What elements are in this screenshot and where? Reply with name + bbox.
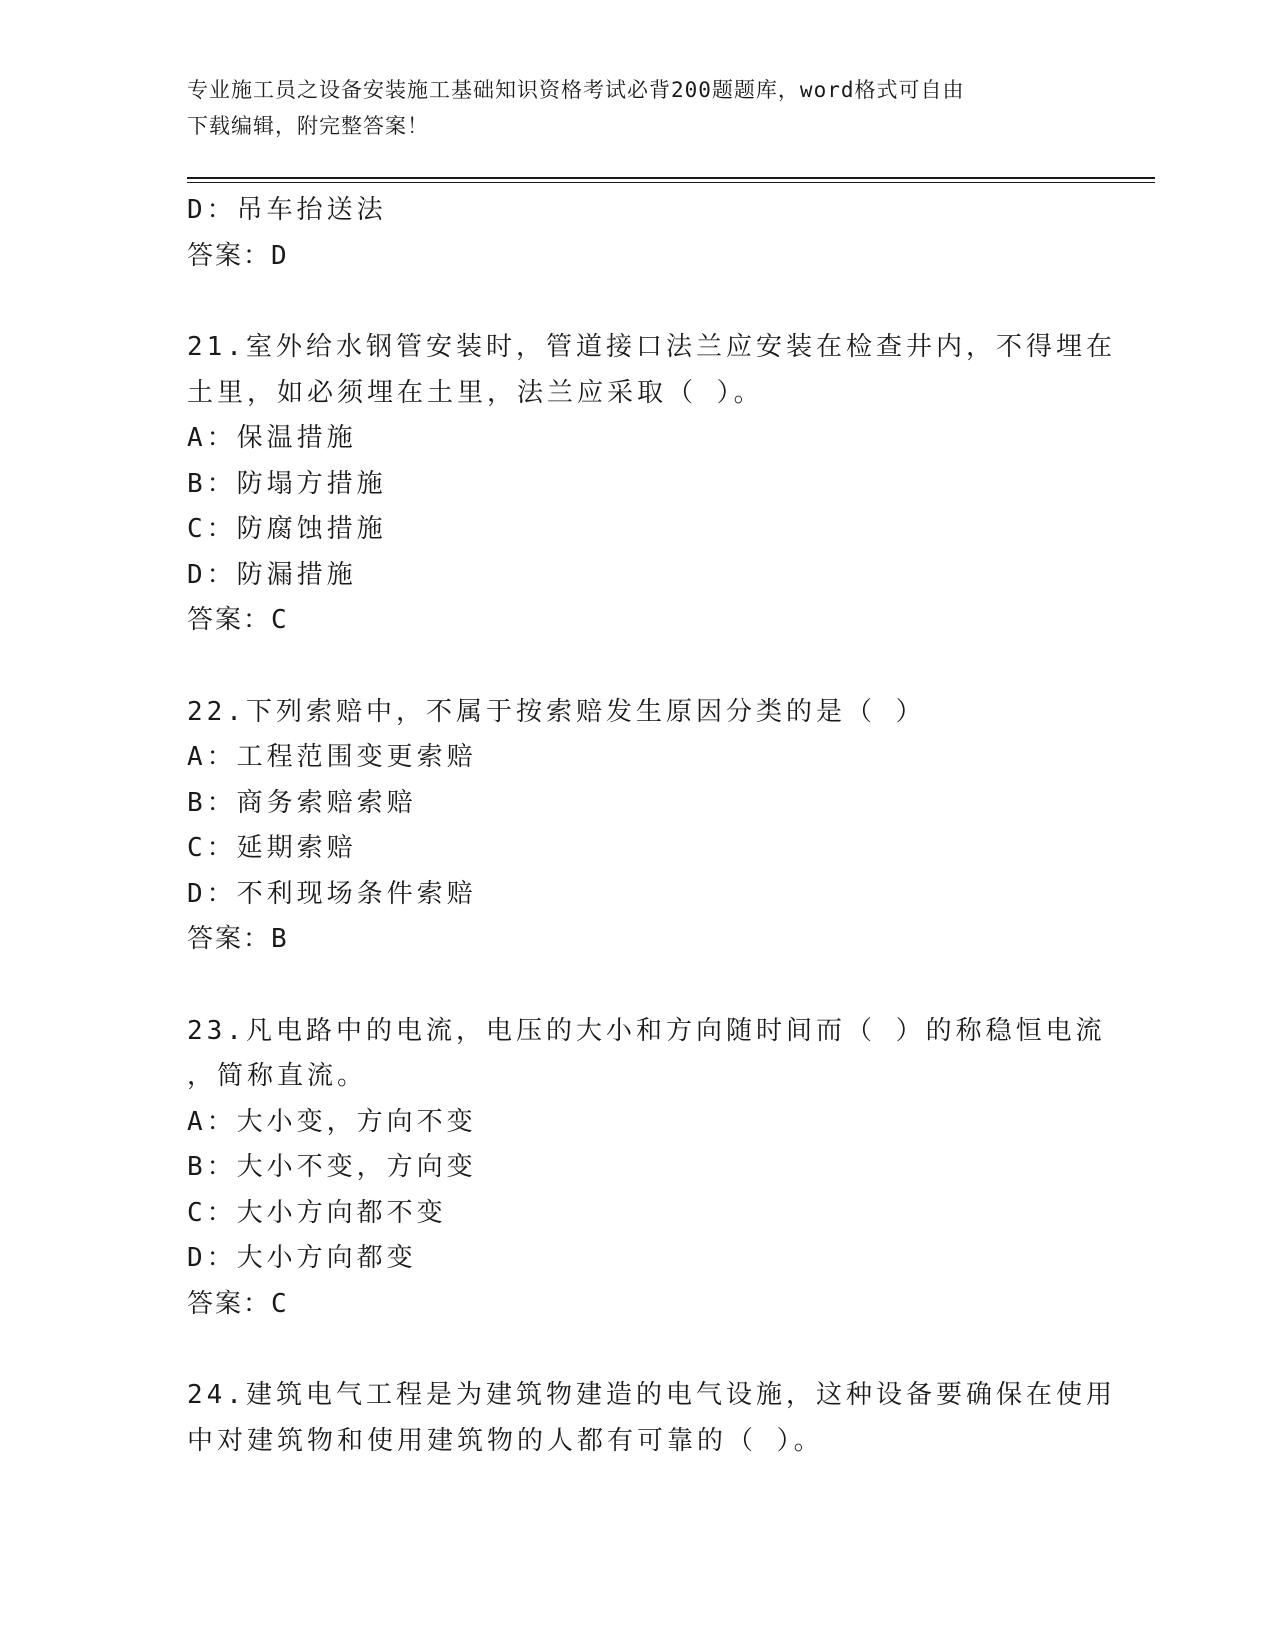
header-divider-thick — [187, 177, 1155, 179]
question-text: 24.建筑电气工程是为建筑物建造的电气设施，这种设备要确保在使用 — [187, 1380, 1116, 1410]
spacer — [187, 963, 1087, 1009]
spacer — [187, 279, 1087, 325]
option-b: B：大小不变，方向变 — [187, 1152, 477, 1182]
answer-line: 答案：B — [187, 924, 289, 954]
header-title-line-2: 下载编辑，附完整答案！ — [187, 114, 429, 138]
option-b: B：防塌方措施 — [187, 468, 387, 499]
option-c: C：防腐蚀措施 — [187, 514, 387, 544]
option-b: B：商务索赔索赔 — [187, 787, 417, 818]
option-c: C：大小方向都不变 — [187, 1197, 447, 1228]
option-a: A：保温措施 — [187, 423, 357, 453]
question-text-continued: 土里，如必须埋在土里，法兰应采取（ ）。 — [187, 377, 764, 408]
option-d: D：防漏措施 — [187, 559, 357, 590]
answer-line: 答案：C — [187, 605, 289, 635]
question-text: 23.凡电路中的电流，电压的大小和方向随时间而（ ）的称稳恒电流 — [187, 1015, 1106, 1046]
document-header — [187, 72, 1067, 144]
option-d: D：不利现场条件索赔 — [187, 878, 477, 909]
question-text-continued: ，简称直流。 — [187, 1061, 368, 1091]
option-d: D：大小方向都变 — [187, 1243, 417, 1273]
option-a: A：大小变，方向不变 — [187, 1106, 477, 1137]
question-list — [187, 188, 1116, 1464]
question-text: 21.室外给水钢管安装时，管道接口法兰应安装在检查井内，不得埋在 — [187, 332, 1116, 362]
option-c: C：延期索赔 — [187, 833, 357, 863]
header-title-line-1: 专业施工员之设备安装施工基础知识资格考试必背200题题库，word格式可自由 — [187, 78, 965, 102]
option-d: D：吊车抬送法 — [187, 195, 387, 225]
spacer — [187, 644, 1087, 690]
question-text-continued: 中对建筑物和使用建筑物的人都有可靠的（ ）。 — [187, 1425, 824, 1456]
question-24 — [187, 1373, 1116, 1464]
option-a: A：工程范围变更索赔 — [187, 742, 477, 772]
header-divider-thin — [187, 182, 1155, 183]
question-21 — [187, 325, 1116, 644]
question-23 — [187, 1009, 1106, 1328]
question-text: 22.下列索赔中，不属于按索赔发生原因分类的是（ ） — [187, 696, 926, 727]
answer-line: 答案：C — [187, 1288, 289, 1319]
question-22 — [187, 690, 1087, 963]
answer-line: 答案：D — [187, 240, 289, 271]
spacer — [187, 1327, 1087, 1373]
